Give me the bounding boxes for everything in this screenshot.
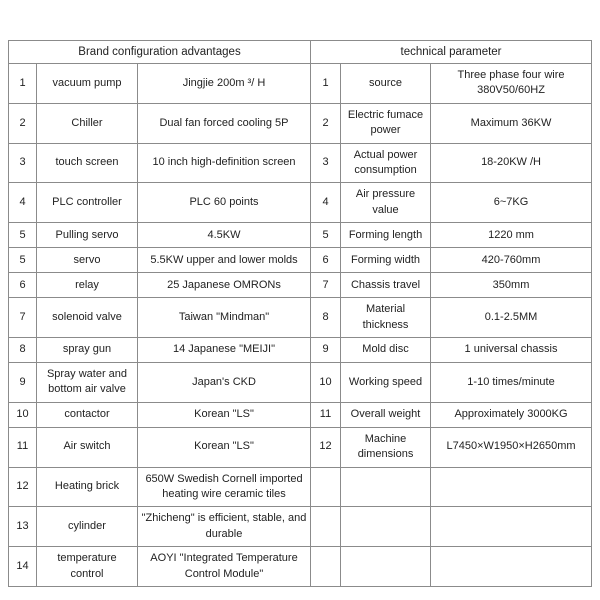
cell-right-number: 8 bbox=[311, 298, 341, 338]
cell-left-value: 25 Japanese OMRONs bbox=[138, 273, 311, 298]
cell-right-item: source bbox=[341, 64, 431, 104]
cell-left-number: 11 bbox=[9, 427, 37, 467]
cell-right-item: Forming width bbox=[341, 248, 431, 273]
cell-left-number: 13 bbox=[9, 507, 37, 547]
cell-right-item: Machine dimensions bbox=[341, 427, 431, 467]
cell-right-item: Electric fumace power bbox=[341, 103, 431, 143]
cell-left-value: "Zhicheng" is efficient, stable, and durable bbox=[138, 507, 311, 547]
table-row bbox=[9, 223, 592, 248]
cell-right-value: Approximately 3000KG bbox=[431, 402, 592, 427]
cell-left-item: vacuum pump bbox=[37, 64, 138, 104]
cell-right-item: Chassis travel bbox=[341, 273, 431, 298]
table-row bbox=[9, 338, 592, 363]
cell-left-number: 3 bbox=[9, 143, 37, 183]
cell-right-value: L7450×W1950×H2650mm bbox=[431, 427, 592, 467]
cell-left-item: cylinder bbox=[37, 507, 138, 547]
right-table-header: technical parameter bbox=[311, 41, 592, 64]
cell-left-value: Taiwan "Mindman" bbox=[138, 298, 311, 338]
cell-right-item: Air pressure value bbox=[341, 183, 431, 223]
cell-left-value: Korean "LS" bbox=[138, 427, 311, 467]
table-row bbox=[9, 363, 592, 403]
cell-right-number: 1 bbox=[311, 64, 341, 104]
cell-right-value: 6~7KG bbox=[431, 183, 592, 223]
cell-right-number: 9 bbox=[311, 338, 341, 363]
cell-right-value bbox=[431, 467, 592, 507]
table-row bbox=[9, 402, 592, 427]
cell-right-number: 11 bbox=[311, 402, 341, 427]
cell-right-value: 350mm bbox=[431, 273, 592, 298]
cell-left-item: Chiller bbox=[37, 103, 138, 143]
cell-right-value: 1 universal chassis bbox=[431, 338, 592, 363]
cell-left-value: 14 Japanese "MEIJI" bbox=[138, 338, 311, 363]
cell-right-item: Actual power consumption bbox=[341, 143, 431, 183]
cell-left-item: PLC controller bbox=[37, 183, 138, 223]
cell-left-number: 8 bbox=[9, 338, 37, 363]
cell-right-number: 7 bbox=[311, 273, 341, 298]
cell-left-number: 12 bbox=[9, 467, 37, 507]
cell-right-number: 6 bbox=[311, 248, 341, 273]
cell-left-item: touch screen bbox=[37, 143, 138, 183]
cell-right-value: 1220 mm bbox=[431, 223, 592, 248]
cell-left-number: 6 bbox=[9, 273, 37, 298]
cell-right-number bbox=[311, 547, 341, 587]
table-row bbox=[9, 248, 592, 273]
table-row bbox=[9, 103, 592, 143]
cell-left-number: 9 bbox=[9, 363, 37, 403]
cell-right-value: Three phase four wire 380V50/60HZ bbox=[431, 64, 592, 104]
cell-left-value: Jingjie 200m ³/ H bbox=[138, 64, 311, 104]
cell-right-number: 5 bbox=[311, 223, 341, 248]
cell-left-item: Pulling servo bbox=[37, 223, 138, 248]
table-row bbox=[9, 507, 592, 547]
cell-right-number: 12 bbox=[311, 427, 341, 467]
cell-right-number bbox=[311, 507, 341, 547]
table-row bbox=[9, 547, 592, 587]
cell-left-item: solenoid valve bbox=[37, 298, 138, 338]
cell-right-number: 4 bbox=[311, 183, 341, 223]
cell-right-item: Mold disc bbox=[341, 338, 431, 363]
cell-left-item: Spray water and bottom air valve bbox=[37, 363, 138, 403]
table-row bbox=[9, 64, 592, 104]
cell-right-item bbox=[341, 467, 431, 507]
cell-left-number: 2 bbox=[9, 103, 37, 143]
cell-left-item: servo bbox=[37, 248, 138, 273]
cell-right-item bbox=[341, 507, 431, 547]
table-row bbox=[9, 467, 592, 507]
table-row bbox=[9, 273, 592, 298]
cell-right-value: 0.1-2.5MM bbox=[431, 298, 592, 338]
cell-left-value: Korean "LS" bbox=[138, 402, 311, 427]
cell-right-item: Working speed bbox=[341, 363, 431, 403]
table-row bbox=[9, 427, 592, 467]
cell-left-number: 5 bbox=[9, 223, 37, 248]
cell-right-item: Forming length bbox=[341, 223, 431, 248]
cell-left-value: PLC 60 points bbox=[138, 183, 311, 223]
cell-right-value: 1-10 times/minute bbox=[431, 363, 592, 403]
cell-left-value: 650W Swedish Cornell imported heating wire ceramic tiles bbox=[138, 467, 311, 507]
cell-left-value: 10 inch high-definition screen bbox=[138, 143, 311, 183]
cell-left-item: temperature control bbox=[37, 547, 138, 587]
cell-right-value bbox=[431, 547, 592, 587]
cell-right-value bbox=[431, 507, 592, 547]
spec-table bbox=[8, 40, 592, 587]
cell-left-value: Dual fan forced cooling 5P bbox=[138, 103, 311, 143]
cell-right-value: 18-20KW /H bbox=[431, 143, 592, 183]
table-row bbox=[9, 143, 592, 183]
cell-right-number: 10 bbox=[311, 363, 341, 403]
cell-left-item: Air switch bbox=[37, 427, 138, 467]
cell-right-item: Material thickness bbox=[341, 298, 431, 338]
cell-left-number: 4 bbox=[9, 183, 37, 223]
cell-right-item: Overall weight bbox=[341, 402, 431, 427]
cell-left-item: spray gun bbox=[37, 338, 138, 363]
cell-left-value: 5.5KW upper and lower molds bbox=[138, 248, 311, 273]
cell-left-value: 4.5KW bbox=[138, 223, 311, 248]
cell-left-value: Japan's CKD bbox=[138, 363, 311, 403]
cell-left-number: 5 bbox=[9, 248, 37, 273]
table-header-row bbox=[9, 41, 592, 64]
cell-left-number: 1 bbox=[9, 64, 37, 104]
cell-right-number: 3 bbox=[311, 143, 341, 183]
cell-left-number: 14 bbox=[9, 547, 37, 587]
cell-left-item: contactor bbox=[37, 402, 138, 427]
cell-left-number: 10 bbox=[9, 402, 37, 427]
cell-right-value: 420-760mm bbox=[431, 248, 592, 273]
cell-right-item bbox=[341, 547, 431, 587]
left-table-header: Brand configuration advantages bbox=[9, 41, 311, 64]
cell-left-item: Heating brick bbox=[37, 467, 138, 507]
table-body bbox=[9, 64, 592, 587]
cell-right-number bbox=[311, 467, 341, 507]
table-row bbox=[9, 183, 592, 223]
cell-left-number: 7 bbox=[9, 298, 37, 338]
table-row bbox=[9, 298, 592, 338]
cell-left-item: relay bbox=[37, 273, 138, 298]
cell-left-value: AOYI "Integrated Temperature Control Module" bbox=[138, 547, 311, 587]
cell-right-value: Maximum 36KW bbox=[431, 103, 592, 143]
cell-right-number: 2 bbox=[311, 103, 341, 143]
